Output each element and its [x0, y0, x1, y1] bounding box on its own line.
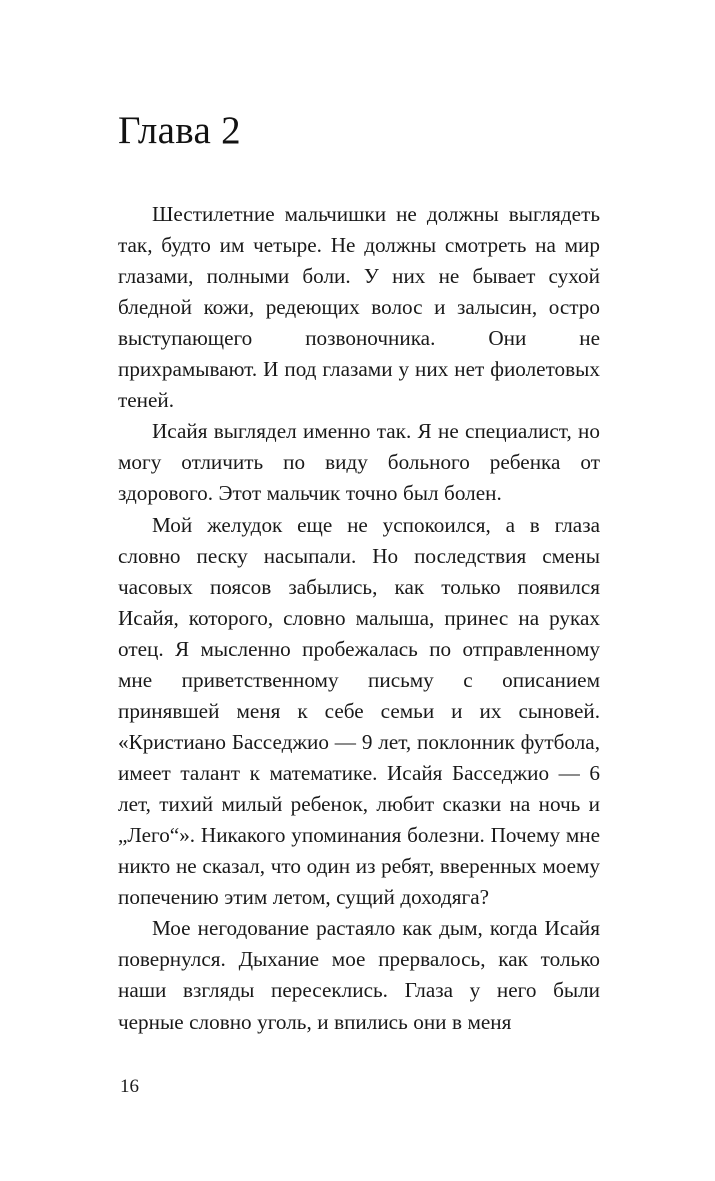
paragraph: Мое негодование растаяло как дым, когда Исайя повернулся. Дыхание мое прервалось, как только наши взгляды пересеклись. Глаза у него были черные словно уголь, и впились они в меня [118, 916, 600, 1034]
paragraph: Шестилетние мальчишки не должны выглядеть так, будто им четыре. Не должны смотреть на мир глазами, полными боли. У них не бывает сухой бледной кожи, редеющих волос и залысин, остро выступающего позвоночника. Они не прихрамывают. И под глазами у них нет фиолетовых теней. [118, 201, 600, 413]
body-text [118, 199, 600, 1038]
page-title: Глава 2 [118, 109, 241, 152]
page-number: 16 [120, 1076, 139, 1097]
page-content [118, 110, 600, 1038]
paragraph: Исайя выглядел именно так. Я не специалист, но могу отличить по виду больного ребенка от здорового. Этот мальчик точно был болен. [118, 419, 600, 506]
paragraph: Мой желудок еще не успокоился, а в глаза словно песку насыпали. Но последствия смены часовых поясов забылись, как только появился Исайя, которого, словно малыша, принес на руках отец. Я мысленно пробежалась по отправленному мне приветственному письму с описанием принявшей меня к себе семьи и их сыновей. «Кристиано Басседжио — 9 лет, поклонник футбола, имеет талант к математике. Исайя Басседжио — 6 лет, тихий милый ребенок, любит сказки на ночь и „Лего“». Никакого упоминания болезни. Почему мне никто не сказал, что один из ребят, вверенных моему попечению этим летом, сущий доходяга? [118, 512, 600, 910]
